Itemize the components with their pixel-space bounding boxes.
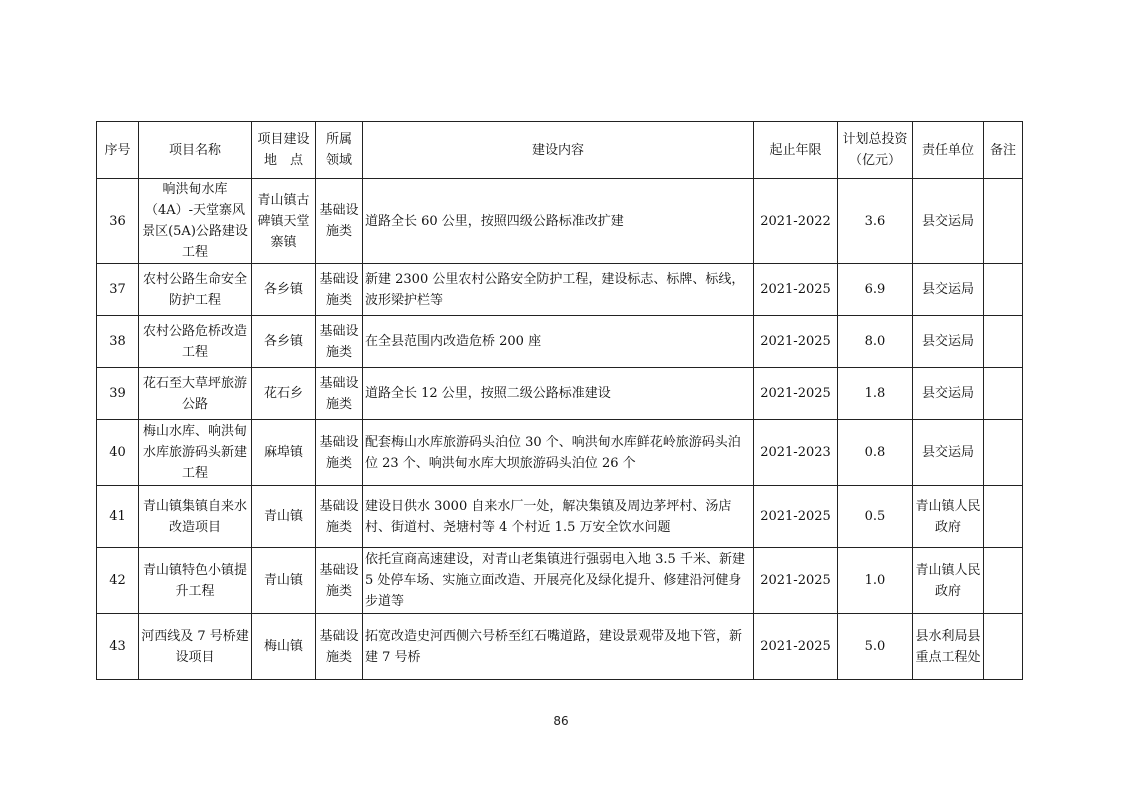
cell-unit: 县交运局 xyxy=(913,264,984,316)
page-number: 86 xyxy=(553,714,569,728)
header-unit: 责任单位 xyxy=(913,122,984,179)
cell-location: 青山镇古碑镇天堂寨镇 xyxy=(252,179,316,264)
cell-period: 2021-2025 xyxy=(754,614,838,680)
cell-name: 河西线及 7 号桥建设项目 xyxy=(139,614,252,680)
table-row xyxy=(97,420,1023,486)
cell-period: 2021-2022 xyxy=(754,179,838,264)
cell-content: 配套梅山水库旅游码头泊位 30 个、响洪甸水库鲜花岭旅游码头泊位 23 个、响洪甸水库大坝旅游码头泊位 26 个 xyxy=(363,420,754,486)
cell-remark xyxy=(984,614,1023,680)
cell-seq: 40 xyxy=(97,420,139,486)
table-header-row xyxy=(97,122,1023,179)
header-domain: 所属 领域 xyxy=(316,122,363,179)
header-remark: 备注 xyxy=(984,122,1023,179)
cell-remark xyxy=(984,486,1023,548)
project-table xyxy=(96,121,1023,680)
cell-content: 建设日供水 3000 自来水厂一处，解决集镇及周边茅坪村、汤店村、街道村、尧塘村等 4 个村近 1.5 万安全饮水问题 xyxy=(363,486,754,548)
cell-domain: 基础设施类 xyxy=(316,368,363,420)
cell-content: 在全县范围内改造危桥 200 座 xyxy=(363,316,754,368)
cell-seq: 43 xyxy=(97,614,139,680)
cell-unit: 县交运局 xyxy=(913,316,984,368)
cell-investment: 6.9 xyxy=(838,264,913,316)
cell-remark xyxy=(984,368,1023,420)
table-row xyxy=(97,264,1023,316)
cell-location: 青山镇 xyxy=(252,548,316,614)
cell-investment: 1.8 xyxy=(838,368,913,420)
cell-unit: 青山镇人民政府 xyxy=(913,486,984,548)
cell-name: 青山镇集镇自来水改造项目 xyxy=(139,486,252,548)
table-row xyxy=(97,614,1023,680)
cell-remark xyxy=(984,316,1023,368)
cell-domain: 基础设施类 xyxy=(316,316,363,368)
cell-content: 新建 2300 公里农村公路安全防护工程，建设标志、标牌、标线，波形梁护栏等 xyxy=(363,264,754,316)
cell-period: 2021-2025 xyxy=(754,548,838,614)
cell-unit: 青山镇人民政府 xyxy=(913,548,984,614)
cell-seq: 39 xyxy=(97,368,139,420)
cell-content: 道路全长 60 公里，按照四级公路标准改扩建 xyxy=(363,179,754,264)
cell-location: 各乡镇 xyxy=(252,316,316,368)
cell-content: 依托宣商高速建设，对青山老集镇进行强弱电入地 3.5 千米、新建 5 处停车场、实施立面改造、开展亮化及绿化提升、修建沿河健身步道等 xyxy=(363,548,754,614)
cell-period: 2021-2025 xyxy=(754,486,838,548)
cell-name: 响洪甸水库（4A）-天堂寨风景区(5A)公路建设工程 xyxy=(139,179,252,264)
cell-seq: 38 xyxy=(97,316,139,368)
cell-location: 梅山镇 xyxy=(252,614,316,680)
header-seq: 序号 xyxy=(97,122,139,179)
header-content: 建设内容 xyxy=(363,122,754,179)
cell-period: 2021-2025 xyxy=(754,368,838,420)
cell-domain: 基础设施类 xyxy=(316,264,363,316)
cell-investment: 8.0 xyxy=(838,316,913,368)
cell-domain: 基础设施类 xyxy=(316,179,363,264)
cell-seq: 41 xyxy=(97,486,139,548)
cell-unit: 县交运局 xyxy=(913,420,984,486)
cell-location: 各乡镇 xyxy=(252,264,316,316)
cell-location: 青山镇 xyxy=(252,486,316,548)
project-sheet xyxy=(96,121,1022,680)
table-row xyxy=(97,368,1023,420)
cell-location: 花石乡 xyxy=(252,368,316,420)
cell-domain: 基础设施类 xyxy=(316,420,363,486)
cell-location: 麻埠镇 xyxy=(252,420,316,486)
cell-name: 梅山水库、响洪甸水库旅游码头新建工程 xyxy=(139,420,252,486)
header-period: 起止年限 xyxy=(754,122,838,179)
cell-investment: 0.8 xyxy=(838,420,913,486)
cell-unit: 县交运局 xyxy=(913,368,984,420)
cell-name: 花石至大草坪旅游公路 xyxy=(139,368,252,420)
table-row xyxy=(97,548,1023,614)
cell-remark xyxy=(984,264,1023,316)
cell-unit: 县交运局 xyxy=(913,179,984,264)
cell-remark xyxy=(984,179,1023,264)
table-row xyxy=(97,179,1023,264)
cell-period: 2021-2025 xyxy=(754,264,838,316)
cell-period: 2021-2023 xyxy=(754,420,838,486)
cell-investment: 1.0 xyxy=(838,548,913,614)
cell-period: 2021-2025 xyxy=(754,316,838,368)
cell-content: 拓宽改造史河西侧六号桥至红石嘴道路，建设景观带及地下管，新建 7 号桥 xyxy=(363,614,754,680)
header-investment: 计划总投资 （亿元） xyxy=(838,122,913,179)
cell-seq: 42 xyxy=(97,548,139,614)
cell-domain: 基础设施类 xyxy=(316,486,363,548)
table-row xyxy=(97,486,1023,548)
cell-seq: 36 xyxy=(97,179,139,264)
header-location: 项目建设 地 点 xyxy=(252,122,316,179)
cell-investment: 5.0 xyxy=(838,614,913,680)
cell-domain: 基础设施类 xyxy=(316,548,363,614)
cell-seq: 37 xyxy=(97,264,139,316)
cell-name: 青山镇特色小镇提升工程 xyxy=(139,548,252,614)
cell-content: 道路全长 12 公里，按照二级公路标准建设 xyxy=(363,368,754,420)
cell-remark xyxy=(984,548,1023,614)
cell-name: 农村公路危桥改造工程 xyxy=(139,316,252,368)
header-name: 项目名称 xyxy=(139,122,252,179)
cell-remark xyxy=(984,420,1023,486)
cell-name: 农村公路生命安全防护工程 xyxy=(139,264,252,316)
cell-investment: 3.6 xyxy=(838,179,913,264)
cell-unit: 县水利局县重点工程处 xyxy=(913,614,984,680)
cell-investment: 0.5 xyxy=(838,486,913,548)
cell-domain: 基础设施类 xyxy=(316,614,363,680)
table-row xyxy=(97,316,1023,368)
